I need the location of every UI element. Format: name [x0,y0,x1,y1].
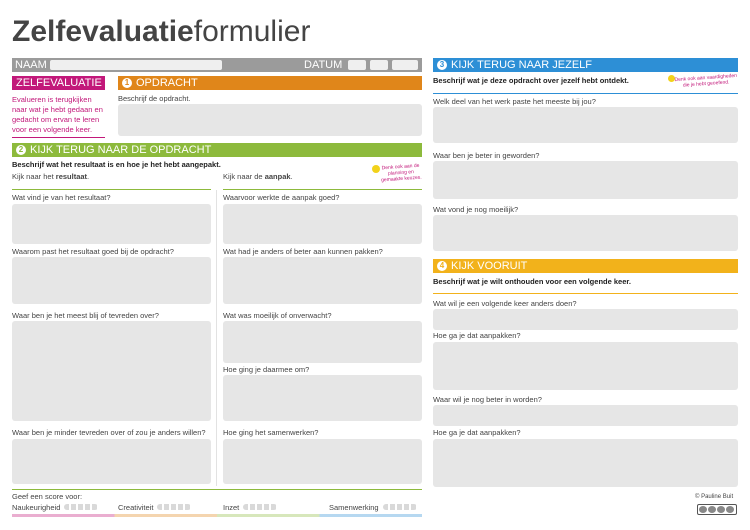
column-divider [216,190,217,486]
title-light: formulier [193,15,311,48]
vooruit-header [433,259,738,273]
resultaat-subheading-prefix: Kijk naar het [12,172,56,181]
aanpak-subheading-bold: aanpak [264,172,291,181]
vooruit-divider [433,293,738,294]
resultaat-subheading-bold: resultaat [55,172,88,181]
vooruit-answer-2[interactable] [433,342,738,390]
date-label: DATUM [304,59,343,71]
resultaat-answer-3[interactable] [12,321,211,421]
jezelf-divider [433,93,738,94]
aanpak-question-2: Wat had je anders of beter aan kunnen pakken? [223,247,383,256]
vooruit-answer-3[interactable] [433,405,738,426]
aanpak-answer-2[interactable] [223,257,422,304]
vooruit-title: KIJK VOORUIT [451,260,528,272]
resultaat-subheading [12,172,89,181]
zelfevaluatie-description [12,95,112,135]
opdracht-review-header [12,143,422,157]
title-bold: Zelfevaluatie [12,15,194,48]
resultaat-answer-4[interactable] [12,439,211,484]
opdracht-review-intro: Beschrijf wat het resultaat is en hoe je het hebt aangepakt. [12,160,221,169]
score-item-label: Samenwerking [329,503,379,512]
zelfevaluatie-divider [12,137,105,138]
vooruit-intro: Beschrijf wat je wilt onthouden voor een volgende keer. [433,277,631,286]
aanpak-question-5: Hoe ging het samenwerken? [223,428,319,437]
aanpak-answer-5[interactable] [223,439,422,484]
opdracht-title: OPDRACHT [136,77,198,89]
name-label: NAAM [15,59,47,71]
opdracht-question: Beschrijf de opdracht. [118,94,191,103]
rating-dots[interactable] [157,504,191,510]
aanpak-question-1: Waarvoor werkte de aanpak goed? [223,193,340,202]
opdracht-number: 1 [122,78,132,88]
score-item-label: Inzet [223,503,240,512]
rating-dots[interactable] [64,504,98,510]
resultaat-subheading-suffix: . [87,172,90,181]
resultaat-question-1: Wat vind je van het resultaat? [12,193,111,202]
jezelf-answer-1[interactable] [433,107,738,143]
aanpak-answer-4[interactable] [223,375,422,421]
jezelf-answer-2[interactable] [433,161,738,199]
aanpak-subheading [223,172,293,181]
score-item-label: Naukeurigheid [12,503,61,512]
zelfevaluatie-line: gedacht om ervan te leren [12,115,100,124]
name-field[interactable] [50,60,222,70]
vooruit-question-1: Wat wil je een volgende keer anders doen? [433,299,577,308]
rating-dots[interactable] [243,504,277,510]
score-item-label: Creativiteit [118,503,154,512]
zelfevaluatie-line: naar wat je hebt gedaan en [12,105,103,114]
vooruit-question-4: Hoe ga je dat aanpakken? [433,428,521,437]
jezelf-question-1: Welk deel van het werk paste het meeste bij jou? [433,97,596,106]
zelfevaluatie-header: ZELFEVALUATIE [12,76,105,90]
opdracht-review-title: KIJK TERUG NAAR DE OPDRACHT [30,144,212,156]
opdracht-review-number: 2 [16,145,26,155]
score-label: Geef een score voor: [12,492,83,501]
score-creativiteit[interactable] [118,503,191,512]
opdracht-answer-field[interactable] [118,104,422,136]
jezelf-note: Denk ook aan vaardigheden die je hebt geoefend. [674,72,738,89]
aanpak-note: Denk ook aan de planning en gemaakte keuzes. [380,162,422,184]
vooruit-answer-1[interactable] [433,309,738,330]
resultaat-divider [12,189,211,190]
resultaat-question-3: Waar ben je het meest blij of tevreden over? [12,311,159,320]
zelfevaluatie-line: voor een volgende keer. [12,125,93,134]
name-date-bar [12,58,422,72]
score-samenwerking[interactable] [329,503,417,512]
zelfevaluatie-line: Evalueren is terugkijken [12,95,92,104]
opdracht-header [118,76,422,90]
score-inzet[interactable] [223,503,277,512]
rating-dots[interactable] [383,504,417,510]
aanpak-question-3: Wat was moeilijk of onverwacht? [223,311,332,320]
creative-commons-icon [697,504,737,515]
aanpak-subheading-suffix: . [290,172,293,181]
date-day-field[interactable] [348,60,366,70]
vooruit-answer-4[interactable] [433,439,738,487]
resultaat-question-2: Waarom past het resultaat goed bij de opdracht? [12,247,174,256]
score-divider [12,489,422,490]
jezelf-question-2: Waar ben je beter in geworden? [433,151,540,160]
jezelf-title: KIJK TERUG NAAR JEZELF [451,59,592,71]
vooruit-number: 4 [437,261,447,271]
resultaat-question-4: Waar ben je minder tevreden over of zou je anders willen? [12,428,206,437]
jezelf-header [433,58,738,72]
copyright-credit: © Pauline Buit [695,494,734,500]
score-bottom-divider [12,514,422,517]
score-naukeurigheid[interactable] [12,503,98,512]
resultaat-answer-1[interactable] [12,204,211,244]
aanpak-subheading-prefix: Kijk naar de [223,172,265,181]
date-year-field[interactable] [392,60,418,70]
date-month-field[interactable] [370,60,388,70]
vooruit-question-2: Hoe ga je dat aanpakken? [433,331,521,340]
aanpak-answer-1[interactable] [223,204,422,244]
jezelf-answer-3[interactable] [433,215,738,251]
aanpak-question-4: Hoe ging je daarmee om? [223,365,310,374]
resultaat-answer-2[interactable] [12,257,211,304]
page-title [12,14,310,50]
jezelf-question-3: Wat vond je nog moeilijk? [433,205,519,214]
vooruit-question-3: Waar wil je nog beter in worden? [433,395,542,404]
aanpak-answer-3[interactable] [223,321,422,363]
aanpak-divider [223,189,422,190]
jezelf-intro: Beschrijf wat je deze opdracht over jezelf hebt ontdekt. [433,76,629,85]
jezelf-number: 3 [437,60,447,70]
